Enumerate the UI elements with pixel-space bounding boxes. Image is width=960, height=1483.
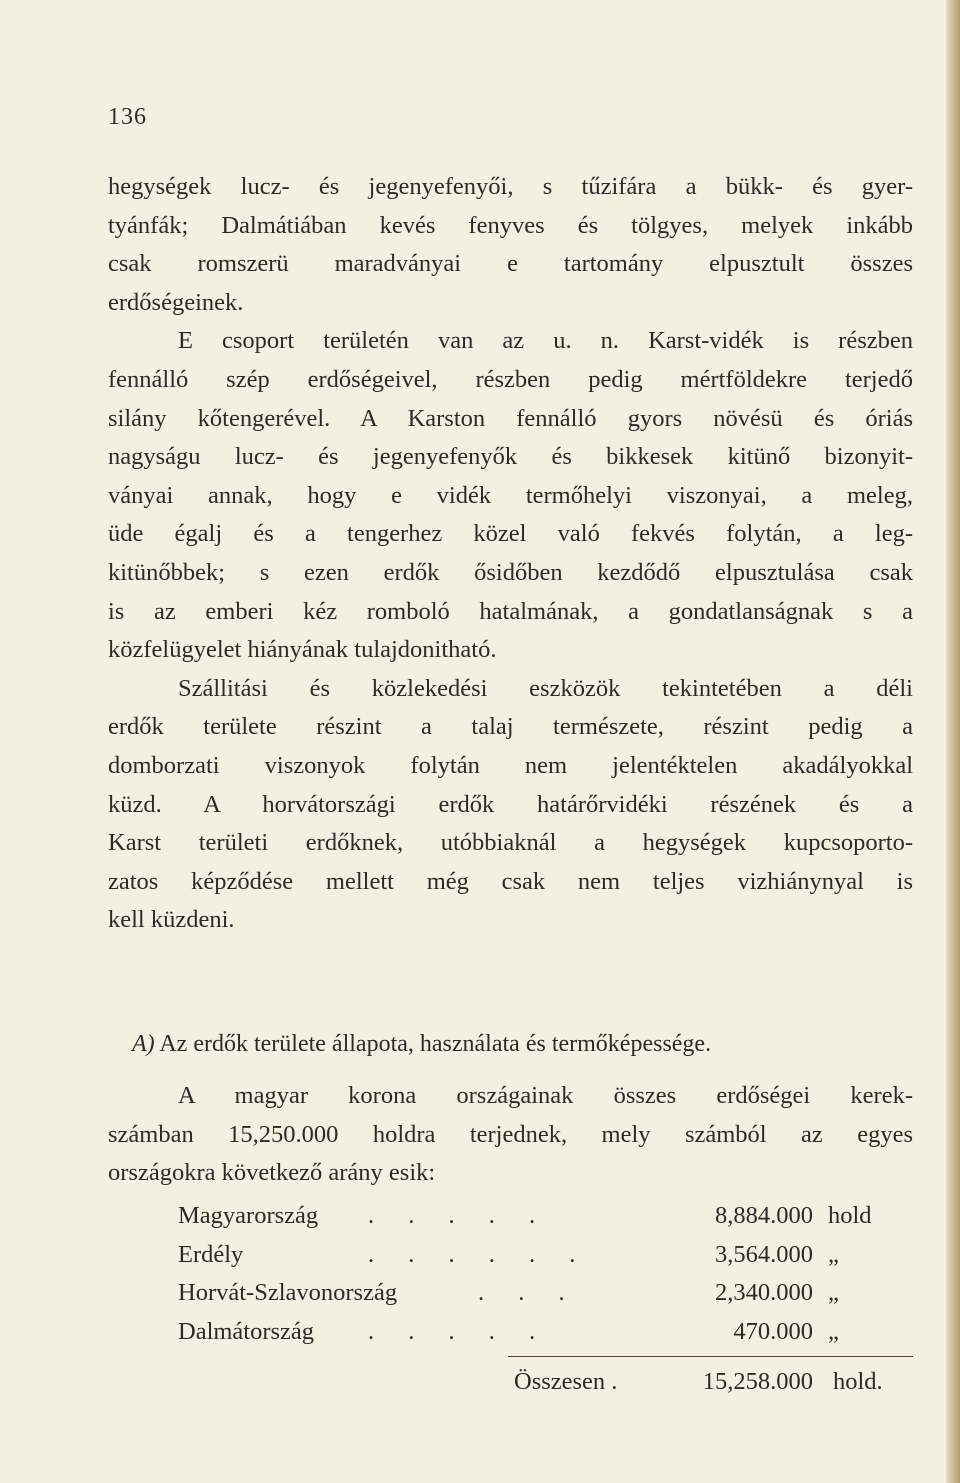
text-line: hegységek lucz- és jegenyefenyői, s tűzifára a bükk- és gyer-	[108, 173, 913, 200]
area-amount: 470.000	[733, 1317, 813, 1345]
total-row	[178, 1362, 913, 1402]
text-line: erdők területe részint a talaj természete, részint pedig a	[108, 713, 913, 741]
text-line: csak romszerü maradványai e tartomány elpusztult összes	[108, 250, 913, 278]
text-line: kitünőbbek; s ezen erdők ősidőben kezdődő elpusztulása csak	[108, 558, 913, 586]
text-line: is az emberi kéz romboló hatalmának, a gondatlanságnak s a	[108, 597, 913, 625]
intro-paragraph	[108, 1077, 913, 1193]
total-amount: 15,258.000	[702, 1368, 813, 1395]
text-line: A magyar korona országainak összes erdőségei kerek-	[178, 1082, 913, 1109]
text-line: domborzati viszonyok folytán nem jelentéktelen akadályokkal	[108, 751, 913, 779]
leader-dots: . . . . .	[368, 1317, 550, 1345]
text-line: küzd. A horvátországi erdők határőrvidéki részének és a	[108, 790, 913, 818]
total-unit: hold.	[833, 1368, 883, 1395]
country-name: Erdély	[178, 1240, 244, 1268]
section-letter: A)	[132, 1031, 155, 1057]
table-row	[178, 1313, 913, 1352]
table-row	[178, 1236, 913, 1275]
total-label: Összesen .	[514, 1368, 618, 1395]
text-line: közfelügyelet hiányának tulajdonitható.	[108, 636, 497, 664]
text-line: ványai annak, hogy e vidék termőhelyi viszonyai, a meleg,	[108, 481, 913, 509]
area-unit: „	[828, 1240, 839, 1268]
area-unit: hold	[828, 1202, 872, 1229]
section-heading	[132, 1024, 892, 1064]
country-name: Magyarország	[178, 1202, 319, 1229]
text-line: silány kőtengerével. A Karston fennálló gyors növésü és óriás	[108, 404, 913, 432]
area-amount: 8,884.000	[715, 1202, 813, 1229]
forest-area-table	[178, 1197, 913, 1351]
area-amount: 3,564.000	[715, 1240, 813, 1268]
text-line: kell küzdeni.	[108, 906, 235, 934]
text-line: zatos képződése mellett még csak nem teljes vizhiánynyal is	[108, 867, 913, 895]
page-number: 136	[108, 104, 147, 130]
section-title: Az erdők területe állapota, használata és termőképessége.	[159, 1031, 712, 1057]
table-row	[178, 1197, 913, 1236]
text-line: Szállitási és közlekedési eszközök tekintetében a déli	[178, 674, 913, 702]
leader-dots: . . . . .	[368, 1202, 550, 1229]
area-unit: „	[828, 1279, 839, 1306]
page-edge-shadow	[946, 0, 960, 1483]
text-line: üde égalj és a tengerhez közel való fekvés folytán, a leg-	[108, 520, 913, 548]
area-unit: „	[828, 1317, 839, 1345]
text-line: erdőségeinek.	[108, 288, 244, 316]
country-name: Dalmátország	[178, 1317, 315, 1345]
body-text	[108, 168, 913, 940]
leader-dots: . . . . . .	[368, 1240, 590, 1268]
text-line: tyánfák; Dalmátiában kevés fenyves és tölgyes, melyek inkább	[108, 211, 913, 239]
text-line: Karst területi erdőknek, utóbbiaknál a hegységek kupcsoporto-	[108, 829, 913, 857]
text-line: számban 15,250.000 holdra terjednek, mely számból az egyes	[108, 1120, 913, 1148]
table-row	[178, 1274, 913, 1313]
country-name: Horvát-Szlavonország	[178, 1279, 398, 1306]
sum-rule	[508, 1356, 913, 1357]
text-line: nagyságu lucz- és jegenyefenyők és bikkesek kitünő bizonyit-	[108, 443, 913, 471]
area-amount: 2,340.000	[715, 1279, 813, 1306]
text-line: fennálló szép erdőségeivel, részben pedig mértföldekre terjedő	[108, 365, 913, 393]
text-line: E csoport területén van az u. n. Karst-vidék is részben	[178, 327, 913, 355]
leader-dots: . . .	[478, 1279, 579, 1306]
text-line: országokra következő arány esik:	[108, 1159, 436, 1187]
